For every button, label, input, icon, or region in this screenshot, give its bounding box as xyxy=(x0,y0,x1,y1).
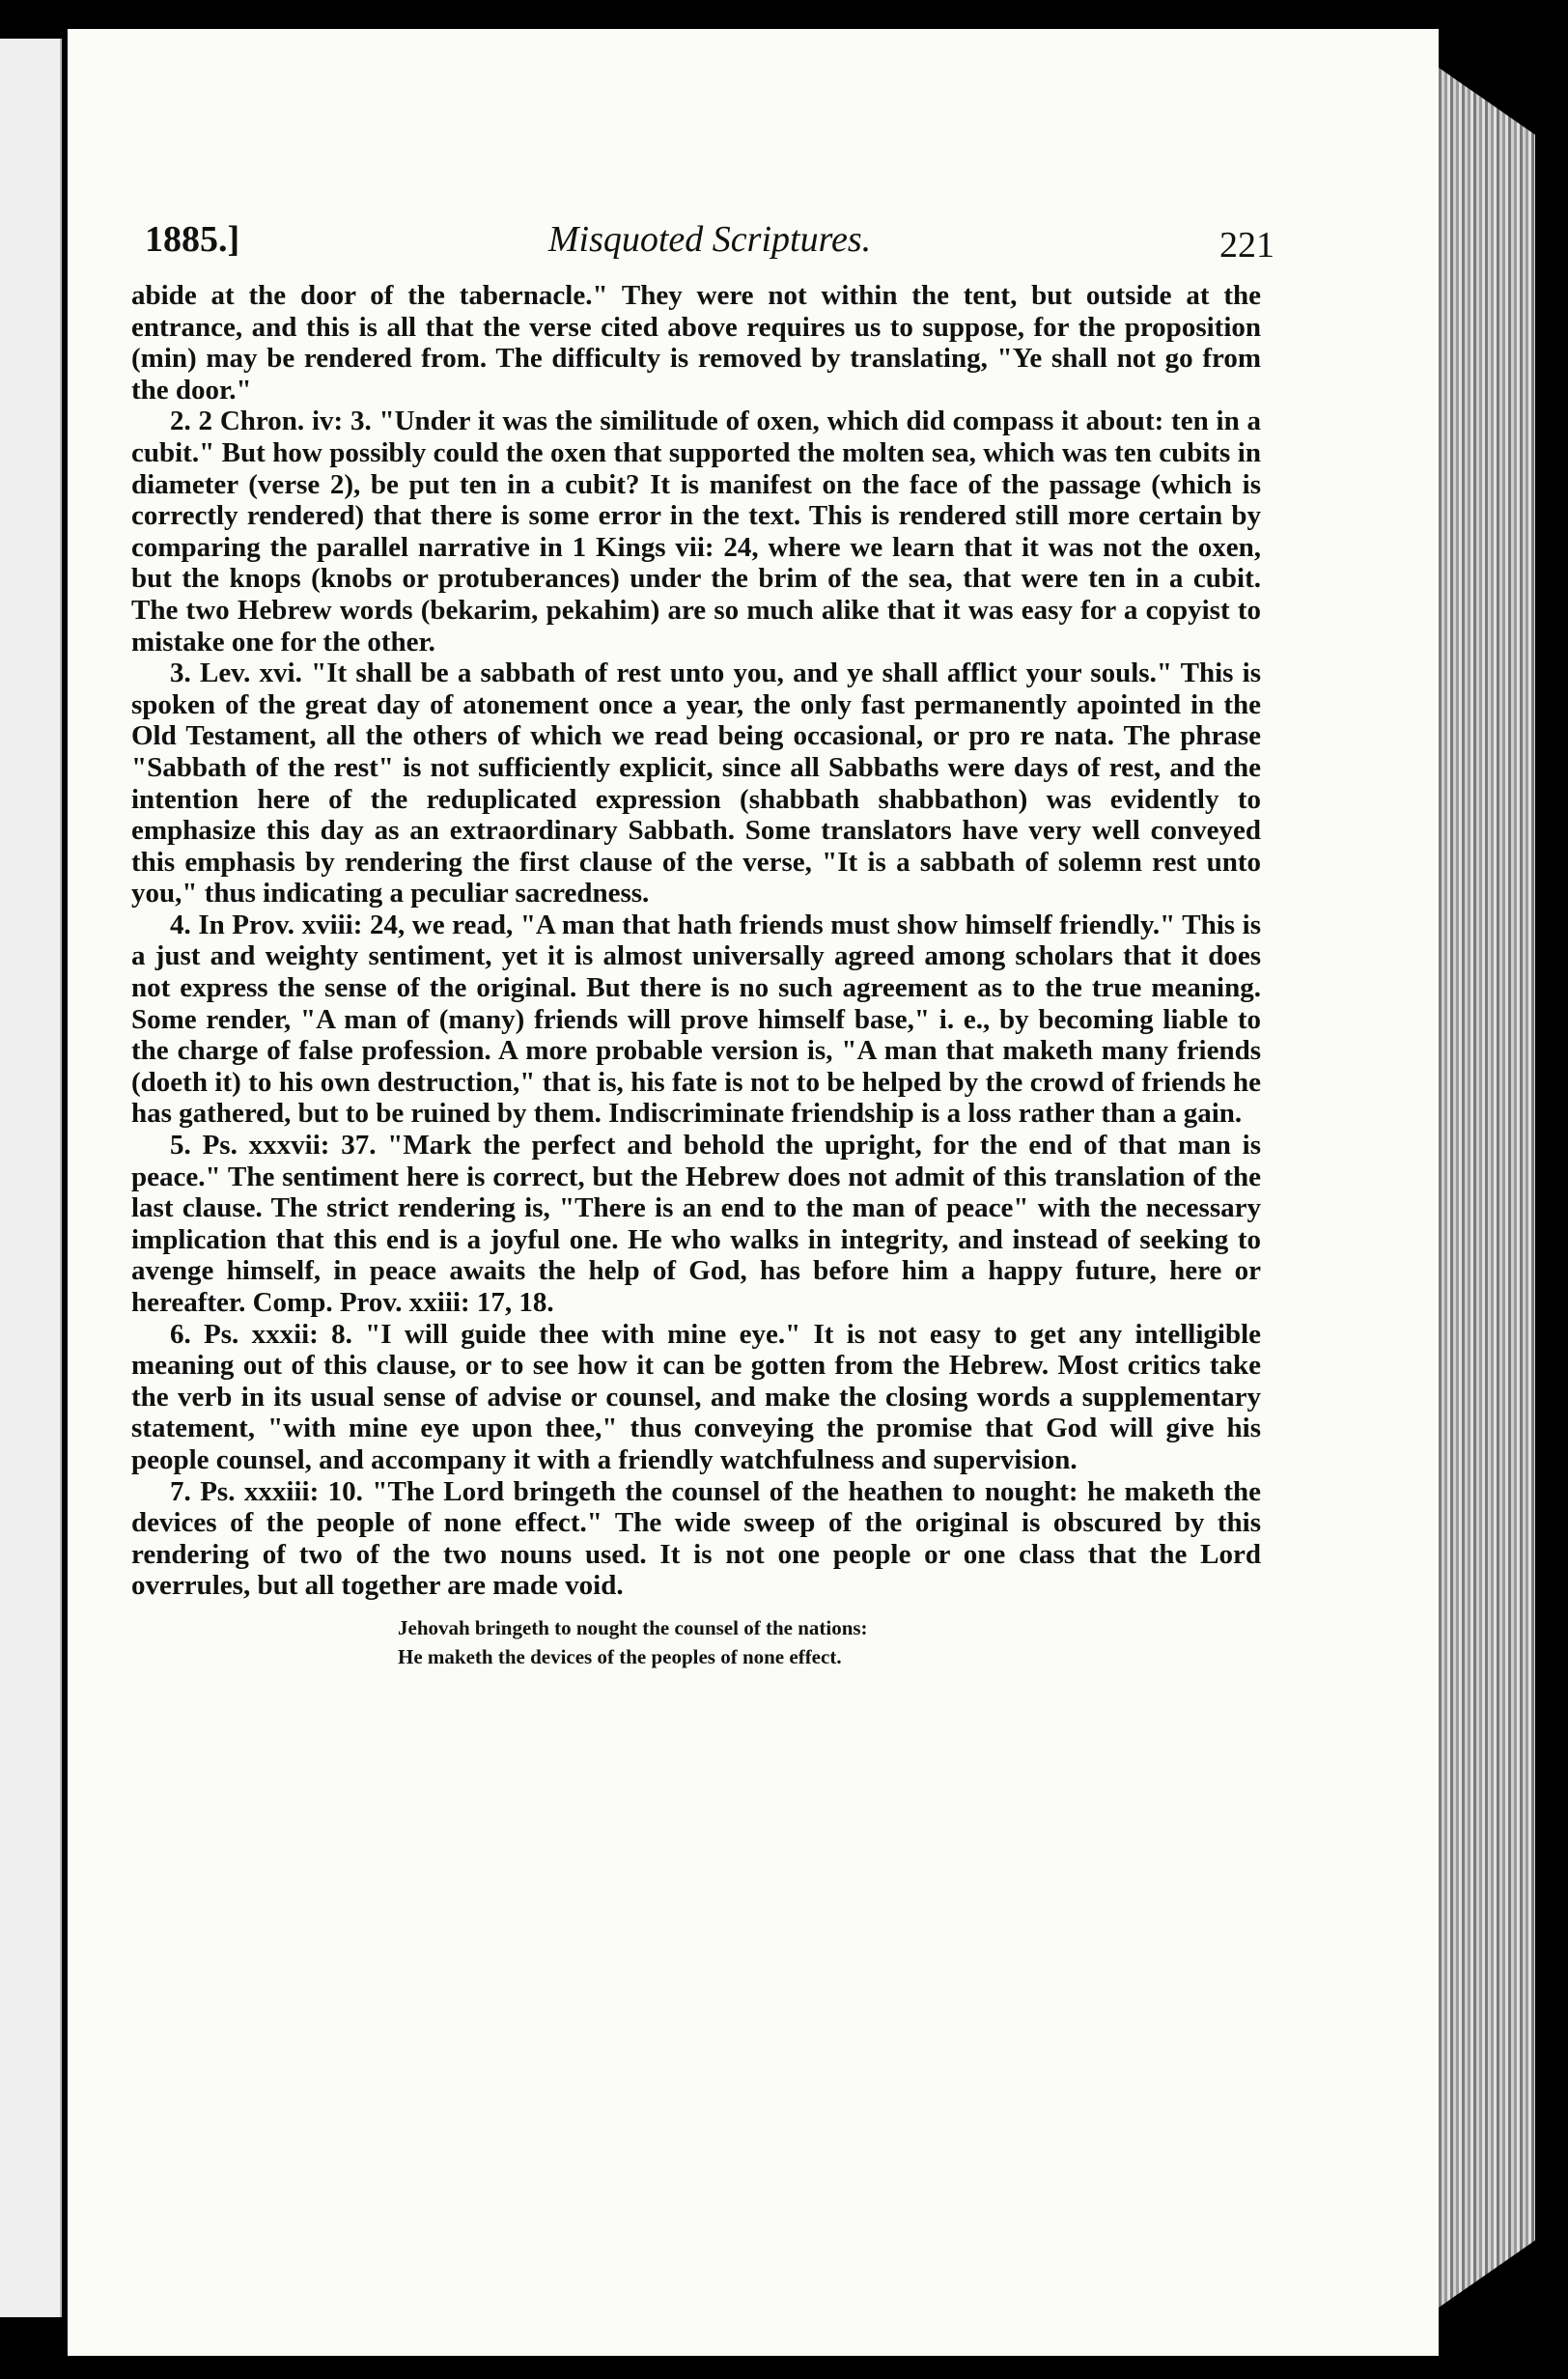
running-header xyxy=(145,209,1274,266)
page-number: 221 xyxy=(1219,225,1274,266)
paragraph-ps-33: 7. Ps. xxxiii: 10. "The Lord bringeth the counsel of the heathen to nought: he maketh the devices of the people of none effect." The wide sweep of the original is obscured by this rendering of two of the two nouns used. It is not one people or one class that the Lord overrules, but all together are made void. xyxy=(131,1475,1261,1602)
paragraph-continuation: abide at the door of the tabernacle." They were not within the tent, but outside at the entrance, and this is all that the verse cited above requires us to suppose, for the proposition (min) may be rendered from. The difficulty is removed by translating, "Ye shall not go from the door." xyxy=(131,280,1261,406)
page-body xyxy=(131,280,1261,1671)
adjacent-page-edge xyxy=(0,39,62,2317)
block-quote xyxy=(398,1613,1261,1671)
paragraph-prov: 4. In Prov. xviii: 24, we read, "A man that hath friends must show himself friendly." This is a just and weighty sentiment, yet it is almost universally agreed among scholars that it does not express the sense of the original. But there is no such agreement as to the true meaning. Some render, "A man of (many) friends will prove himself base," i. e., by becoming liable to the charge of false profession. A more probable version is, "A man that maketh many friends (doeth it) to his own destruction," that is, his fate is not to be helped by the crowd of friends he has gathered, but to be ruined by them. Indiscriminate friendship is a loss rather than a gain. xyxy=(131,909,1261,1130)
header-year: 1885.] xyxy=(145,219,240,260)
page-edges xyxy=(1439,68,1535,2308)
quote-line: He maketh the devices of the peoples of none effect. xyxy=(398,1644,842,1668)
paragraph-ps-37: 5. Ps. xxxvii: 37. "Mark the perfect and behold the upright, for the end of that man is peace." The sentiment here is correct, but the Hebrew does not admit of this translation of the last clause. The strict rendering is, "There is an end to the man of peace" with the necessary implication that this end is a joyful one. He who walks in integrity, and instead of seeking to avenge himself, in peace awaits the help of God, has before him a happy future, here or hereafter. Comp. Prov. xxiii: 17, 18. xyxy=(131,1130,1261,1318)
paragraph-ps-32: 6. Ps. xxxii: 8. "I will guide thee with mine eye." It is not easy to get any intelligible meaning out of this clause, or to see how it can be gotten from the Hebrew. Most critics take the verb in its usual sense of advise or counsel, and make the closing words a supplementary statement, "with mine eye upon thee," thus conveying the promise that God will give his people counsel, and accompany it with a friendly watchfulness and supervision. xyxy=(131,1318,1261,1475)
quote-line: Jehovah bringeth to nought the counsel of the nations: xyxy=(398,1615,868,1639)
running-title: Misquoted Scriptures. xyxy=(547,219,872,260)
paragraph-lev: 3. Lev. xvi. "It shall be a sabbath of rest unto you, and ye shall afflict your souls." This is spoken of the great day of atonement once a year, the only fast permanently apointed in the Old Testament, all the others of which we read being occasional, or pro re nata. The phrase "Sabbath of the rest" is not sufficiently explicit, since all Sabbaths were days of rest, and the intention here of the reduplicated expression (shabbath shabbathon) was evidently to emphasize this day as an extraordinary Sabbath. Some translators have very well conveyed this emphasis by rendering the first clause of the verse, "It is a sabbath of solemn rest unto you," thus indicating a peculiar sacredness. xyxy=(131,658,1261,910)
paragraph-2-chron: 2. 2 Chron. iv: 3. "Under it was the similitude of oxen, which did compass it about: ten in a cubit." But how possibly could the oxen that supported the molten sea, which was ten cubits in diameter (verse 2), be put ten in a cubit? It is manifest on the face of the passage (which is correctly rendered) that there is some error in the text. This is rendered still more certain by comparing the parallel narrative in 1 Kings vii: 24, where we learn that it was not the oxen, but the knops (knobs or protuberances) under the brim of the sea, that were ten in a cubit. The two Hebrew words (bekarim, pekahim) are so much alike that it was easy for a copyist to mistake one for the other. xyxy=(131,406,1261,658)
